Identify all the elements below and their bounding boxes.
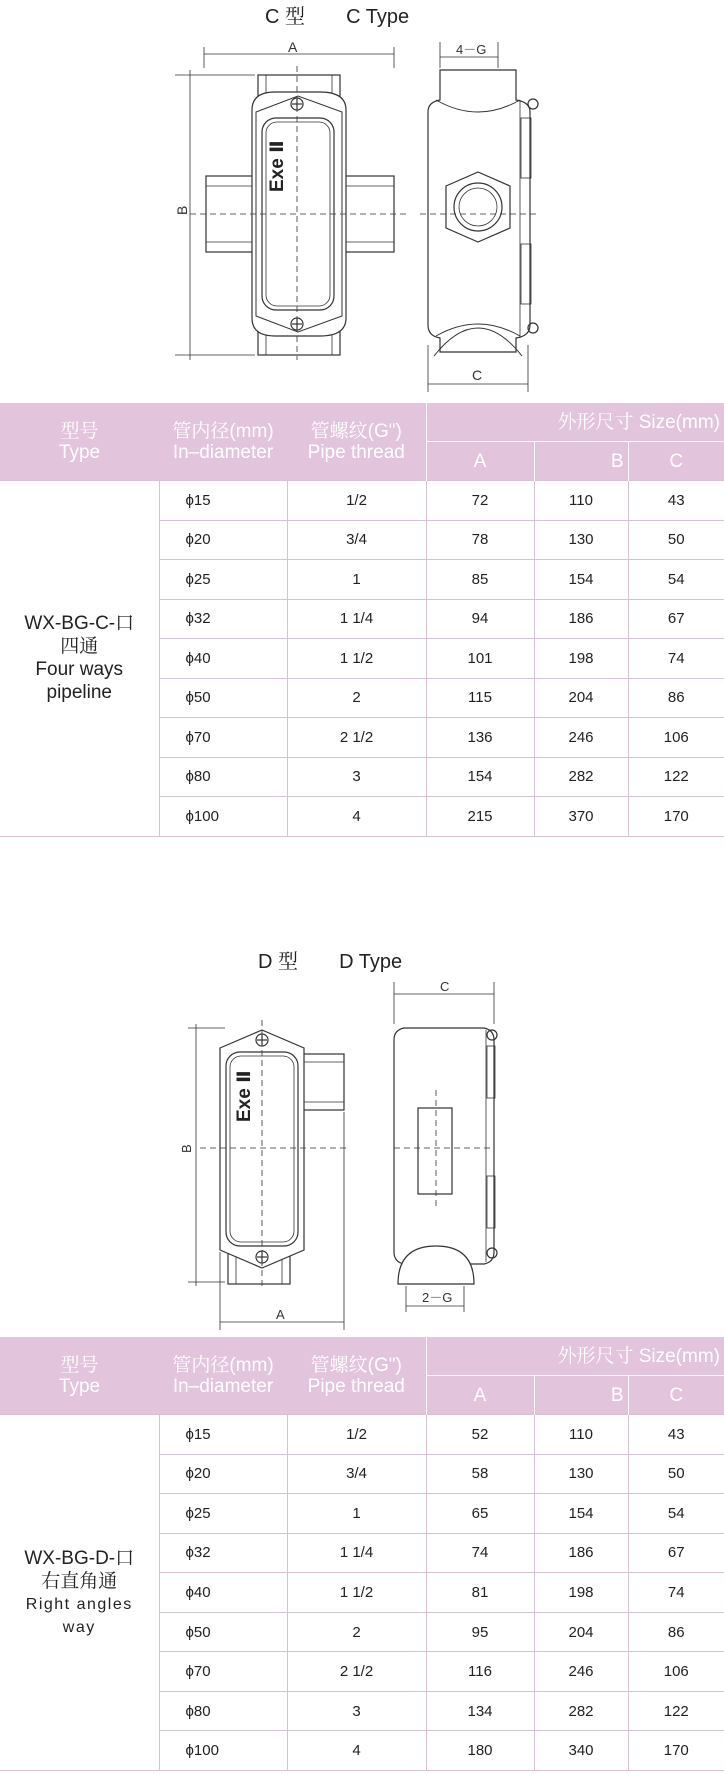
d-dim-b-label: B <box>179 1144 194 1153</box>
d-cell-dia: ϕ70 <box>159 1652 287 1692</box>
c-cell-size-b: 130 <box>534 520 628 560</box>
d-cell-size-b: 186 <box>534 1533 628 1573</box>
d-dim-2g-label: 2－G <box>422 1290 453 1305</box>
d-cell-thread: 1 <box>287 1494 426 1534</box>
c-dim-c-label: C <box>472 367 483 383</box>
d-cell-size-a: 134 <box>426 1691 534 1731</box>
c-cell-dia: ϕ40 <box>159 639 287 679</box>
d-header-type: 型号 Type <box>0 1337 159 1415</box>
c-cell-thread: 2 <box>287 678 426 718</box>
c-model-name-en-2: pipeline <box>46 682 112 704</box>
d-header-diameter: 管内径(mm) In–diameter <box>159 1337 287 1415</box>
d-cell-thread: 1 1/4 <box>287 1533 426 1573</box>
c-cell-thread: 1 <box>287 560 426 600</box>
c-cell-dia: ϕ32 <box>159 599 287 639</box>
table-row <box>0 1415 724 1455</box>
d-type-drawing <box>0 970 724 1340</box>
d-cell-thread: 2 <box>287 1612 426 1652</box>
d-cell-size-b: 130 <box>534 1454 628 1494</box>
c-cell-size-b: 282 <box>534 757 628 797</box>
c-cell-thread: 3 <box>287 757 426 797</box>
c-dim-a-label: A <box>288 39 298 55</box>
c-type-title-cn: C 型 <box>265 6 305 28</box>
c-header-thread: 管螺纹(G") Pipe thread <box>287 403 426 481</box>
c-cell-size-b: 204 <box>534 678 628 718</box>
d-cell-size-a: 58 <box>426 1454 534 1494</box>
d-side-opening <box>418 1108 452 1194</box>
c-cell-size-b: 186 <box>534 599 628 639</box>
c-cell-size-a: 115 <box>426 678 534 718</box>
c-cell-size-b: 246 <box>534 718 628 758</box>
d-header-thread: 管螺纹(G") Pipe thread <box>287 1337 426 1415</box>
d-cell-size-b: 154 <box>534 1494 628 1534</box>
d-cell-size-c: 54 <box>628 1494 724 1534</box>
d-header-col-b: B <box>534 1376 628 1415</box>
d-cell-size-b: 282 <box>534 1691 628 1731</box>
c-header-col-a: A <box>426 442 534 481</box>
c-table-body <box>0 481 724 837</box>
d-cell-size-b: 198 <box>534 1573 628 1613</box>
d-cell-size-a: 95 <box>426 1612 534 1652</box>
c-cell-thread: 1/2 <box>287 481 426 521</box>
c-cell-size-b: 370 <box>534 797 628 837</box>
c-type-spec-table <box>0 403 724 837</box>
c-cell-size-a: 101 <box>426 639 534 679</box>
d-cell-size-c: 106 <box>628 1652 724 1692</box>
c-cell-size-c: 74 <box>628 639 724 679</box>
c-cell-size-c: 86 <box>628 678 724 718</box>
d-cell-thread: 3/4 <box>287 1454 426 1494</box>
c-cell-dia: ϕ80 <box>159 757 287 797</box>
c-cell-size-b: 110 <box>534 481 628 521</box>
c-header-col-b: B <box>534 442 628 481</box>
d-cell-size-c: 67 <box>628 1533 724 1573</box>
d-model-name-cn: 右直角通 <box>41 1570 118 1592</box>
d-cell-dia: ϕ80 <box>159 1691 287 1731</box>
c-header-type: 型号 Type <box>0 403 159 481</box>
d-model-name-en-2: way <box>62 1618 96 1636</box>
d-dim-a-label: A <box>276 1307 285 1322</box>
c-cell-thread: 1 1/4 <box>287 599 426 639</box>
d-cell-dia: ϕ15 <box>159 1415 287 1455</box>
c-cell-size-c: 67 <box>628 599 724 639</box>
d-cell-size-b: 204 <box>534 1612 628 1652</box>
c-exe-marking: Exe Ⅱ <box>267 140 288 192</box>
c-cell-dia: ϕ25 <box>159 560 287 600</box>
d-header-col-a: A <box>426 1376 534 1415</box>
d-dim-c-label: C <box>440 979 450 994</box>
c-type-drawing <box>0 0 724 400</box>
c-cell-thread: 1 1/2 <box>287 639 426 679</box>
c-cell-size-c: 54 <box>628 560 724 600</box>
d-model-cell <box>0 1415 159 1771</box>
c-cell-size-a: 215 <box>426 797 534 837</box>
d-cell-dia: ϕ25 <box>159 1494 287 1534</box>
c-cell-size-c: 122 <box>628 757 724 797</box>
d-cell-size-b: 246 <box>534 1652 628 1692</box>
c-cell-dia: ϕ100 <box>159 797 287 837</box>
d-cell-thread: 1/2 <box>287 1415 426 1455</box>
d-cell-dia: ϕ40 <box>159 1573 287 1613</box>
c-cell-size-c: 170 <box>628 797 724 837</box>
c-header-col-c: C <box>628 442 724 481</box>
c-dim-b-label: B <box>174 205 190 215</box>
c-cell-thread: 4 <box>287 797 426 837</box>
c-cell-size-a: 94 <box>426 599 534 639</box>
d-type-spec-table <box>0 1337 724 1771</box>
d-cell-thread: 3 <box>287 1691 426 1731</box>
c-cell-thread: 2 1/2 <box>287 718 426 758</box>
d-cell-size-c: 43 <box>628 1415 724 1455</box>
c-cell-dia: ϕ15 <box>159 481 287 521</box>
d-cell-size-a: 116 <box>426 1652 534 1692</box>
c-cell-size-b: 154 <box>534 560 628 600</box>
c-cell-size-a: 136 <box>426 718 534 758</box>
c-cell-size-a: 78 <box>426 520 534 560</box>
c-model-name-en-1: Four ways <box>35 659 124 681</box>
d-type-title-en: D Type <box>339 951 403 973</box>
d-header-col-c: C <box>628 1376 724 1415</box>
d-cell-size-a: 81 <box>426 1573 534 1613</box>
d-cell-thread: 4 <box>287 1731 426 1771</box>
d-cell-dia: ϕ50 <box>159 1612 287 1652</box>
d-cell-size-c: 74 <box>628 1573 724 1613</box>
d-cell-size-a: 52 <box>426 1415 534 1455</box>
c-header-diameter: 管内径(mm) In–diameter <box>159 403 287 481</box>
d-cell-thread: 2 1/2 <box>287 1652 426 1692</box>
c-cell-size-c: 106 <box>628 718 724 758</box>
c-cell-size-b: 198 <box>534 639 628 679</box>
table-row <box>0 481 724 521</box>
d-cell-dia: ϕ20 <box>159 1454 287 1494</box>
d-cell-size-c: 170 <box>628 1731 724 1771</box>
c-cell-thread: 3/4 <box>287 520 426 560</box>
c-side-top-screw <box>528 99 538 109</box>
c-cell-size-a: 72 <box>426 481 534 521</box>
d-model-code: WX-BG-D-口 <box>24 1547 135 1569</box>
d-cell-thread: 1 1/2 <box>287 1573 426 1613</box>
c-model-cell <box>0 481 159 837</box>
c-cell-size-a: 85 <box>426 560 534 600</box>
d-model-name-en-1: Right angles <box>25 1595 133 1613</box>
c-model-code: WX-BG-C-口 <box>24 613 135 635</box>
d-cell-dia: ϕ100 <box>159 1731 287 1771</box>
c-cell-size-a: 154 <box>426 757 534 797</box>
d-cell-size-b: 340 <box>534 1731 628 1771</box>
c-type-title-en: C Type <box>346 6 410 28</box>
c-header-size: 外形尺寸 Size(mm) <box>426 403 724 442</box>
c-dim-4g-label: 4－G <box>456 42 487 57</box>
d-cell-size-a: 180 <box>426 1731 534 1771</box>
d-table-body <box>0 1415 724 1771</box>
d-cell-dia: ϕ32 <box>159 1533 287 1573</box>
d-cell-size-c: 122 <box>628 1691 724 1731</box>
d-cell-size-a: 65 <box>426 1494 534 1534</box>
c-model-name-cn: 四通 <box>60 636 99 658</box>
c-cell-dia: ϕ50 <box>159 678 287 718</box>
c-cell-dia: ϕ20 <box>159 520 287 560</box>
d-cell-size-c: 86 <box>628 1612 724 1652</box>
d-cell-size-b: 110 <box>534 1415 628 1455</box>
c-cell-size-c: 43 <box>628 481 724 521</box>
c-cell-dia: ϕ70 <box>159 718 287 758</box>
d-cell-size-a: 74 <box>426 1533 534 1573</box>
d-type-title-cn: D 型 <box>258 951 298 973</box>
c-cell-size-c: 50 <box>628 520 724 560</box>
d-header-size: 外形尺寸 Size(mm) <box>426 1337 724 1376</box>
d-exe-marking: Exe Ⅱ <box>234 1070 255 1122</box>
d-cell-size-c: 50 <box>628 1454 724 1494</box>
